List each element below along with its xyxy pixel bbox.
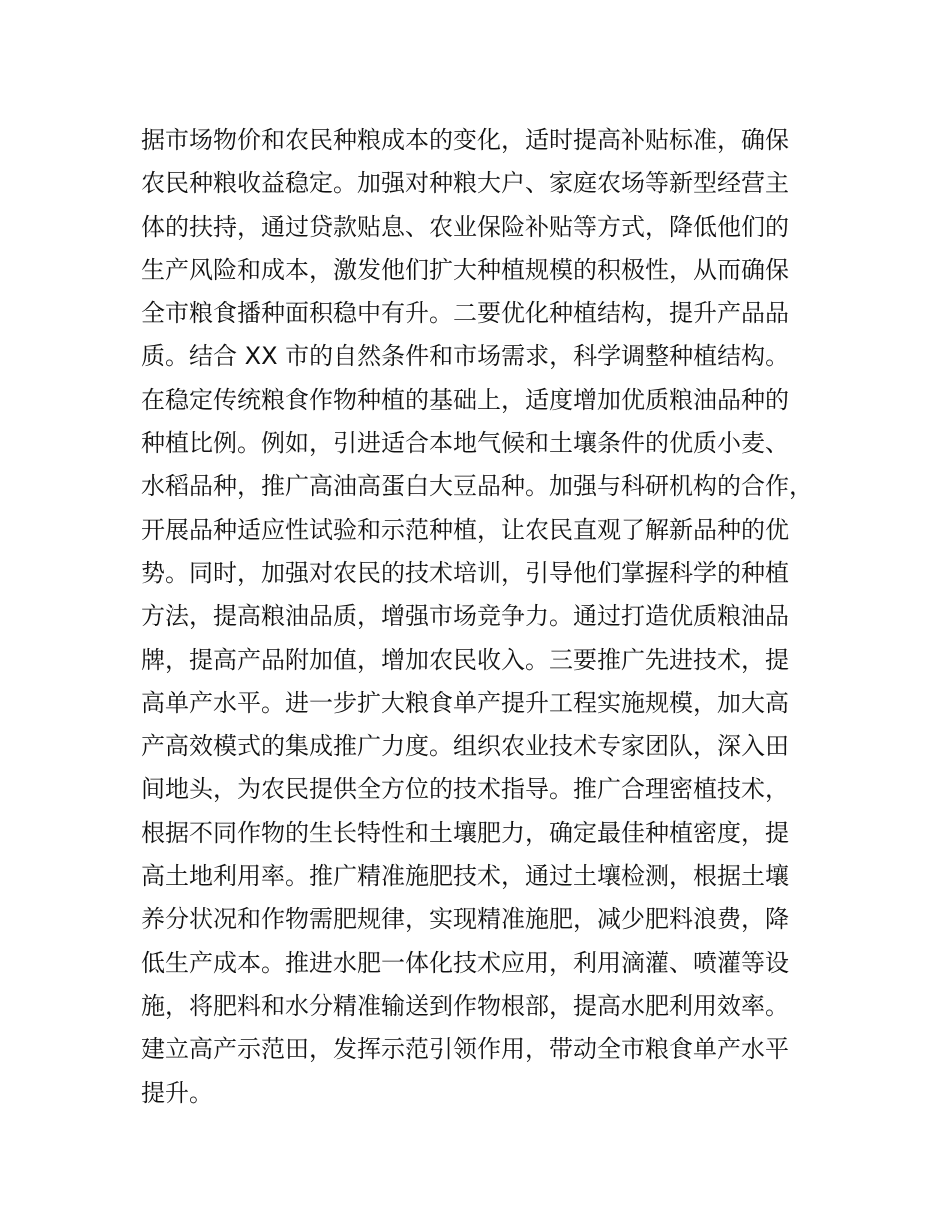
paragraph-line: 间地头，为农民提供全方位的技术指导。推广合理密植技术， [141, 775, 789, 804]
paragraph-line: 体的扶持，通过贷款贴息、农业保险补贴等方式，降低他们的 [141, 212, 789, 241]
paragraph-line: 开展品种适应性试验和示范种植，让农民直观了解新品种的优 [141, 515, 789, 544]
paragraph-line: 质。结合 XX 市的自然条件和市场需求，科学调整种植结构。 [141, 342, 790, 371]
paragraph-line: 养分状况和作物需肥规律，实现精准施肥，减少肥料浪费，降 [141, 905, 789, 934]
paragraph-line: 根据不同作物的生长特性和土壤肥力，确定最佳种植密度，提 [141, 818, 789, 847]
paragraph-line: 种植比例。例如，引进适合本地气候和土壤条件的优质小麦、 [141, 429, 789, 458]
paragraph-line: 高单产水平。进一步扩大粮食单产提升工程实施规模，加大高 [141, 688, 789, 717]
paragraph-line: 低生产成本。推进水肥一体化技术应用，利用滴灌、喷灌等设 [141, 948, 789, 977]
paragraph-line: 农民种粮收益稳定。加强对种粮大户、家庭农场等新型经营主 [141, 169, 789, 198]
body-paragraph [141, 119, 841, 1115]
paragraph-line: 生产风险和成本，激发他们扩大种植规模的积极性，从而确保 [141, 255, 789, 284]
paragraph-line: 方法，提高粮油品质，增强市场竞争力。通过打造优质粮油品 [141, 602, 789, 631]
paragraph-line: 高土地利用率。推广精准施肥技术，通过土壤检测，根据土壤 [141, 862, 789, 891]
paragraph-line: 全市粮食播种面积稳中有升。二要优化种植结构，提升产品品 [141, 299, 789, 328]
paragraph-line: 水稻品种，推广高油高蛋白大豆品种。加强与科研机构的合作， [141, 472, 813, 501]
paragraph-line: 牌，提高产品附加值，增加农民收入。三要推广先进技术，提 [141, 645, 789, 674]
paragraph-line: 据市场物价和农民种粮成本的变化，适时提高补贴标准，确保 [141, 126, 789, 154]
paragraph-line: 在稳定传统粮食作物种植的基础上，适度增加优质粮油品种的 [141, 385, 789, 414]
paragraph-line: 施，将肥料和水分精准输送到作物根部，提高水肥利用效率。 [141, 991, 789, 1020]
paragraph-line: 产高效模式的集成推广力度。组织农业技术专家团队，深入田 [141, 732, 789, 761]
paragraph-line: 势。同时，加强对农民的技术培训，引导他们掌握科学的种植 [141, 558, 789, 587]
paragraph-line: 提升。 [141, 1078, 213, 1107]
paragraph-line: 建立高产示范田，发挥示范引领作用，带动全市粮食单产水平 [141, 1035, 789, 1064]
